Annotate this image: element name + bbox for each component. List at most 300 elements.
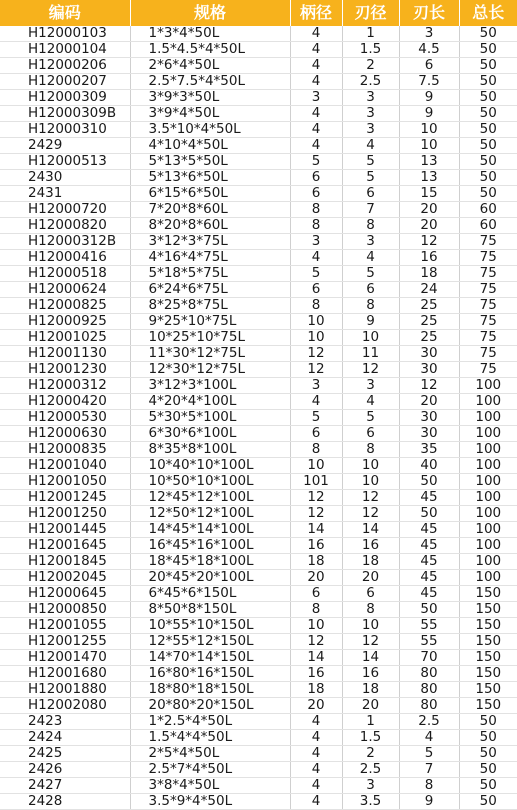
cell-spec: 1*2.5*4*50L bbox=[130, 714, 290, 730]
table-row bbox=[0, 522, 517, 538]
cell-blade-diameter: 2 bbox=[342, 746, 399, 762]
table-row bbox=[0, 794, 517, 810]
table-row bbox=[0, 762, 517, 778]
cell-blade-diameter: 5 bbox=[342, 154, 399, 170]
table-row bbox=[0, 714, 517, 730]
cell-code: H12000310 bbox=[0, 122, 130, 138]
table-row bbox=[0, 426, 517, 442]
cell-blade-diameter: 12 bbox=[342, 506, 399, 522]
cell-code: H12001025 bbox=[0, 330, 130, 346]
cell-blade-length: 6 bbox=[399, 58, 459, 74]
table-row bbox=[0, 394, 517, 410]
cell-spec: 9*25*10*75L bbox=[130, 314, 290, 330]
table-row bbox=[0, 778, 517, 794]
cell-total-length: 150 bbox=[459, 586, 517, 602]
cell-blade-length: 20 bbox=[399, 394, 459, 410]
table-row bbox=[0, 202, 517, 218]
cell-blade-length: 55 bbox=[399, 618, 459, 634]
cell-blade-diameter: 3.5 bbox=[342, 794, 399, 810]
cell-blade-length: 5 bbox=[399, 746, 459, 762]
cell-blade-diameter: 10 bbox=[342, 458, 399, 474]
cell-code: H12000820 bbox=[0, 218, 130, 234]
cell-blade-length: 24 bbox=[399, 282, 459, 298]
table-row bbox=[0, 410, 517, 426]
cell-spec: 10*25*10*75L bbox=[130, 330, 290, 346]
cell-total-length: 100 bbox=[459, 538, 517, 554]
cell-code: 2429 bbox=[0, 138, 130, 154]
cell-spec: 6*15*6*50L bbox=[130, 186, 290, 202]
cell-shank-diameter: 5 bbox=[290, 154, 342, 170]
cell-shank-diameter: 4 bbox=[290, 122, 342, 138]
cell-spec: 5*30*5*100L bbox=[130, 410, 290, 426]
cell-spec: 7*20*8*60L bbox=[130, 202, 290, 218]
cell-spec: 2*6*4*50L bbox=[130, 58, 290, 74]
cell-shank-diameter: 4 bbox=[290, 26, 342, 42]
table-row bbox=[0, 570, 517, 586]
cell-blade-length: 30 bbox=[399, 346, 459, 362]
cell-shank-diameter: 16 bbox=[290, 666, 342, 682]
cell-spec: 5*18*5*75L bbox=[130, 266, 290, 282]
cell-spec: 8*25*8*75L bbox=[130, 298, 290, 314]
cell-blade-length: 25 bbox=[399, 298, 459, 314]
cell-shank-diameter: 12 bbox=[290, 506, 342, 522]
cell-shank-diameter: 8 bbox=[290, 298, 342, 314]
table-row bbox=[0, 26, 517, 42]
cell-spec: 6*24*6*75L bbox=[130, 282, 290, 298]
cell-total-length: 100 bbox=[459, 458, 517, 474]
cell-spec: 8*50*8*150L bbox=[130, 602, 290, 618]
cell-spec: 8*20*8*60L bbox=[130, 218, 290, 234]
table-row bbox=[0, 362, 517, 378]
table-row bbox=[0, 90, 517, 106]
cell-blade-length: 25 bbox=[399, 314, 459, 330]
cell-total-length: 100 bbox=[459, 394, 517, 410]
cell-total-length: 75 bbox=[459, 298, 517, 314]
cell-blade-length: 25 bbox=[399, 330, 459, 346]
cell-spec: 5*13*5*50L bbox=[130, 154, 290, 170]
cell-shank-diameter: 4 bbox=[290, 42, 342, 58]
cell-code: H12000835 bbox=[0, 442, 130, 458]
cell-blade-length: 45 bbox=[399, 554, 459, 570]
cell-code: 2424 bbox=[0, 730, 130, 746]
cell-blade-diameter: 2.5 bbox=[342, 74, 399, 90]
cell-spec: 3*9*3*50L bbox=[130, 90, 290, 106]
header-blade-length: 刃长 bbox=[399, 0, 459, 26]
cell-blade-diameter: 1.5 bbox=[342, 730, 399, 746]
table-row bbox=[0, 746, 517, 762]
cell-spec: 10*50*10*100L bbox=[130, 474, 290, 490]
cell-total-length: 100 bbox=[459, 442, 517, 458]
table-row bbox=[0, 138, 517, 154]
cell-blade-length: 45 bbox=[399, 538, 459, 554]
cell-shank-diameter: 4 bbox=[290, 746, 342, 762]
table-row bbox=[0, 122, 517, 138]
cell-blade-length: 30 bbox=[399, 362, 459, 378]
cell-shank-diameter: 10 bbox=[290, 330, 342, 346]
cell-code: 2426 bbox=[0, 762, 130, 778]
cell-blade-diameter: 6 bbox=[342, 282, 399, 298]
cell-spec: 12*30*12*75L bbox=[130, 362, 290, 378]
cell-blade-diameter: 12 bbox=[342, 490, 399, 506]
cell-total-length: 100 bbox=[459, 378, 517, 394]
cell-total-length: 150 bbox=[459, 682, 517, 698]
cell-blade-length: 16 bbox=[399, 250, 459, 266]
cell-blade-length: 45 bbox=[399, 490, 459, 506]
cell-blade-length: 7.5 bbox=[399, 74, 459, 90]
cell-blade-diameter: 1 bbox=[342, 714, 399, 730]
cell-blade-diameter: 11 bbox=[342, 346, 399, 362]
cell-spec: 11*30*12*75L bbox=[130, 346, 290, 362]
cell-code: H12000630 bbox=[0, 426, 130, 442]
cell-spec: 3.5*9*4*50L bbox=[130, 794, 290, 810]
cell-shank-diameter: 12 bbox=[290, 362, 342, 378]
cell-spec: 3*8*4*50L bbox=[130, 778, 290, 794]
table-row bbox=[0, 234, 517, 250]
cell-shank-diameter: 10 bbox=[290, 458, 342, 474]
header-shank-diameter: 柄径 bbox=[290, 0, 342, 26]
table-row bbox=[0, 42, 517, 58]
cell-spec: 10*40*10*100L bbox=[130, 458, 290, 474]
cell-code: H12000309B bbox=[0, 106, 130, 122]
cell-spec: 14*45*14*100L bbox=[130, 522, 290, 538]
cell-total-length: 50 bbox=[459, 42, 517, 58]
cell-spec: 3.5*10*4*50L bbox=[130, 122, 290, 138]
cell-spec: 4*16*4*75L bbox=[130, 250, 290, 266]
cell-total-length: 100 bbox=[459, 490, 517, 506]
cell-spec: 2.5*7*4*50L bbox=[130, 762, 290, 778]
cell-total-length: 50 bbox=[459, 26, 517, 42]
table-row bbox=[0, 282, 517, 298]
table-row bbox=[0, 506, 517, 522]
cell-code: H12001470 bbox=[0, 650, 130, 666]
cell-blade-diameter: 6 bbox=[342, 186, 399, 202]
cell-shank-diameter: 6 bbox=[290, 170, 342, 186]
cell-blade-length: 9 bbox=[399, 106, 459, 122]
cell-total-length: 50 bbox=[459, 186, 517, 202]
table-row bbox=[0, 314, 517, 330]
cell-code: H12001130 bbox=[0, 346, 130, 362]
cell-total-length: 150 bbox=[459, 650, 517, 666]
cell-total-length: 75 bbox=[459, 282, 517, 298]
cell-blade-diameter: 4 bbox=[342, 250, 399, 266]
cell-code: H12000207 bbox=[0, 74, 130, 90]
cell-shank-diameter: 18 bbox=[290, 682, 342, 698]
cell-blade-length: 8 bbox=[399, 778, 459, 794]
cell-blade-diameter: 18 bbox=[342, 554, 399, 570]
header-blade-diameter: 刃径 bbox=[342, 0, 399, 26]
cell-blade-length: 13 bbox=[399, 154, 459, 170]
cell-spec: 12*45*12*100L bbox=[130, 490, 290, 506]
cell-shank-diameter: 4 bbox=[290, 58, 342, 74]
cell-blade-length: 45 bbox=[399, 522, 459, 538]
cell-shank-diameter: 20 bbox=[290, 570, 342, 586]
cell-blade-diameter: 3 bbox=[342, 378, 399, 394]
cell-blade-diameter: 8 bbox=[342, 442, 399, 458]
cell-shank-diameter: 3 bbox=[290, 378, 342, 394]
cell-blade-diameter: 1 bbox=[342, 26, 399, 42]
cell-code: H12001055 bbox=[0, 618, 130, 634]
table-header bbox=[0, 0, 517, 26]
table-row bbox=[0, 730, 517, 746]
cell-blade-diameter: 14 bbox=[342, 650, 399, 666]
cell-shank-diameter: 4 bbox=[290, 138, 342, 154]
cell-blade-length: 12 bbox=[399, 378, 459, 394]
cell-blade-length: 10 bbox=[399, 122, 459, 138]
cell-blade-diameter: 3 bbox=[342, 122, 399, 138]
cell-code: H12000206 bbox=[0, 58, 130, 74]
cell-shank-diameter: 12 bbox=[290, 634, 342, 650]
cell-total-length: 150 bbox=[459, 618, 517, 634]
cell-code: H12001255 bbox=[0, 634, 130, 650]
table-row bbox=[0, 474, 517, 490]
table-row bbox=[0, 218, 517, 234]
cell-spec: 6*30*6*100L bbox=[130, 426, 290, 442]
cell-blade-length: 50 bbox=[399, 506, 459, 522]
cell-blade-diameter: 14 bbox=[342, 522, 399, 538]
cell-blade-length: 30 bbox=[399, 410, 459, 426]
header-total-length: 总长 bbox=[472, 3, 505, 22]
cell-total-length: 150 bbox=[459, 602, 517, 618]
table-row bbox=[0, 250, 517, 266]
cell-blade-length: 10 bbox=[399, 138, 459, 154]
cell-spec: 18*80*18*150L bbox=[130, 682, 290, 698]
cell-blade-diameter: 5 bbox=[342, 170, 399, 186]
cell-blade-length: 18 bbox=[399, 266, 459, 282]
cell-total-length: 75 bbox=[459, 362, 517, 378]
cell-blade-diameter: 3 bbox=[342, 90, 399, 106]
cell-blade-diameter: 5 bbox=[342, 410, 399, 426]
cell-spec: 1.5*4*4*50L bbox=[130, 730, 290, 746]
cell-total-length: 150 bbox=[459, 634, 517, 650]
cell-total-length: 100 bbox=[459, 506, 517, 522]
cell-blade-length: 12 bbox=[399, 234, 459, 250]
cell-shank-diameter: 8 bbox=[290, 442, 342, 458]
cell-code: 2430 bbox=[0, 170, 130, 186]
cell-spec: 4*20*4*100L bbox=[130, 394, 290, 410]
cell-blade-diameter: 8 bbox=[342, 298, 399, 314]
cell-code: H12000420 bbox=[0, 394, 130, 410]
cell-spec: 1.5*4.5*4*50L bbox=[130, 42, 290, 58]
cell-code: H12002080 bbox=[0, 698, 130, 714]
cell-code: H12001250 bbox=[0, 506, 130, 522]
cell-total-length: 100 bbox=[459, 570, 517, 586]
cell-blade-diameter: 4 bbox=[342, 394, 399, 410]
cell-total-length: 75 bbox=[459, 346, 517, 362]
cell-code: H12001445 bbox=[0, 522, 130, 538]
table-row bbox=[0, 186, 517, 202]
cell-total-length: 50 bbox=[459, 730, 517, 746]
table-row bbox=[0, 154, 517, 170]
table-row bbox=[0, 74, 517, 90]
cell-blade-length: 50 bbox=[399, 602, 459, 618]
cell-total-length: 50 bbox=[459, 794, 517, 810]
cell-blade-length: 70 bbox=[399, 650, 459, 666]
cell-blade-diameter: 5 bbox=[342, 266, 399, 282]
cell-shank-diameter: 3 bbox=[290, 234, 342, 250]
cell-blade-length: 9 bbox=[399, 90, 459, 106]
header-code: 编码 bbox=[0, 0, 130, 26]
cell-blade-diameter: 2 bbox=[342, 58, 399, 74]
cell-blade-diameter: 1.5 bbox=[342, 42, 399, 58]
cell-code: H12000518 bbox=[0, 266, 130, 282]
cell-spec: 16*45*16*100L bbox=[130, 538, 290, 554]
cell-blade-diameter: 7 bbox=[342, 202, 399, 218]
cell-code: 2425 bbox=[0, 746, 130, 762]
cell-shank-diameter: 5 bbox=[290, 410, 342, 426]
cell-total-length: 75 bbox=[459, 314, 517, 330]
cell-total-length: 75 bbox=[459, 250, 517, 266]
cell-spec: 20*45*20*100L bbox=[130, 570, 290, 586]
cell-total-length: 100 bbox=[459, 474, 517, 490]
cell-total-length: 100 bbox=[459, 522, 517, 538]
cell-blade-diameter: 3 bbox=[342, 106, 399, 122]
table-row bbox=[0, 554, 517, 570]
cell-blade-length: 30 bbox=[399, 426, 459, 442]
cell-shank-diameter: 4 bbox=[290, 762, 342, 778]
cell-total-length: 100 bbox=[459, 426, 517, 442]
cell-code: H12002045 bbox=[0, 570, 130, 586]
cell-spec: 5*13*6*50L bbox=[130, 170, 290, 186]
cell-spec: 8*35*8*100L bbox=[130, 442, 290, 458]
cell-total-length: 50 bbox=[459, 714, 517, 730]
cell-code: H12000624 bbox=[0, 282, 130, 298]
cell-spec: 1*3*4*50L bbox=[130, 26, 290, 42]
cell-blade-diameter: 20 bbox=[342, 570, 399, 586]
cell-shank-diameter: 6 bbox=[290, 282, 342, 298]
table-row bbox=[0, 618, 517, 634]
cell-code: H12000104 bbox=[0, 42, 130, 58]
cell-total-length: 50 bbox=[459, 106, 517, 122]
cell-shank-diameter: 6 bbox=[290, 186, 342, 202]
cell-shank-diameter: 14 bbox=[290, 522, 342, 538]
cell-blade-length: 15 bbox=[399, 186, 459, 202]
cell-shank-diameter: 14 bbox=[290, 650, 342, 666]
cell-code: H12000530 bbox=[0, 410, 130, 426]
cell-total-length: 50 bbox=[459, 74, 517, 90]
cell-blade-length: 9 bbox=[399, 794, 459, 810]
table-row bbox=[0, 538, 517, 554]
cell-blade-length: 80 bbox=[399, 682, 459, 698]
cell-spec: 20*80*20*150L bbox=[130, 698, 290, 714]
header-spec: 规格 bbox=[130, 0, 290, 26]
cell-code: H12001230 bbox=[0, 362, 130, 378]
cell-blade-length: 80 bbox=[399, 666, 459, 682]
cell-blade-diameter: 20 bbox=[342, 698, 399, 714]
table-row bbox=[0, 634, 517, 650]
cell-blade-length: 7 bbox=[399, 762, 459, 778]
cell-total-length: 75 bbox=[459, 234, 517, 250]
table-row bbox=[0, 666, 517, 682]
cell-blade-length: 40 bbox=[399, 458, 459, 474]
table-row bbox=[0, 442, 517, 458]
cell-blade-diameter: 6 bbox=[342, 586, 399, 602]
cell-code: 2423 bbox=[0, 714, 130, 730]
cell-blade-length: 2.5 bbox=[399, 714, 459, 730]
header-row bbox=[0, 0, 517, 26]
cell-blade-diameter: 8 bbox=[342, 218, 399, 234]
cell-spec: 14*70*14*150L bbox=[130, 650, 290, 666]
cell-shank-diameter: 12 bbox=[290, 346, 342, 362]
cell-spec: 16*80*16*150L bbox=[130, 666, 290, 682]
cell-total-length: 50 bbox=[459, 90, 517, 106]
cell-code: H12001050 bbox=[0, 474, 130, 490]
cell-code: 2428 bbox=[0, 794, 130, 810]
cell-spec: 3*12*3*75L bbox=[130, 234, 290, 250]
cell-spec: 12*55*12*150L bbox=[130, 634, 290, 650]
cell-shank-diameter: 4 bbox=[290, 794, 342, 810]
table-row bbox=[0, 330, 517, 346]
cell-code: H12000309 bbox=[0, 90, 130, 106]
cell-total-length: 60 bbox=[459, 218, 517, 234]
cell-spec: 18*45*18*100L bbox=[130, 554, 290, 570]
cell-code: H12001245 bbox=[0, 490, 130, 506]
cell-total-length: 50 bbox=[459, 746, 517, 762]
table-row bbox=[0, 58, 517, 74]
cell-total-length: 75 bbox=[459, 266, 517, 282]
cell-code: 2431 bbox=[0, 186, 130, 202]
cell-code: H12000645 bbox=[0, 586, 130, 602]
cell-shank-diameter: 16 bbox=[290, 538, 342, 554]
cell-blade-length: 4.5 bbox=[399, 42, 459, 58]
table-row bbox=[0, 490, 517, 506]
cell-blade-diameter: 8 bbox=[342, 602, 399, 618]
cell-total-length: 60 bbox=[459, 202, 517, 218]
cell-code: H12000312 bbox=[0, 378, 130, 394]
cell-code: H12000925 bbox=[0, 314, 130, 330]
cell-blade-length: 20 bbox=[399, 218, 459, 234]
table-row bbox=[0, 378, 517, 394]
cell-total-length: 50 bbox=[459, 778, 517, 794]
table-row bbox=[0, 346, 517, 362]
table-row bbox=[0, 266, 517, 282]
cell-shank-diameter: 5 bbox=[290, 266, 342, 282]
table-row bbox=[0, 602, 517, 618]
cell-code: H12000103 bbox=[0, 26, 130, 42]
cell-blade-length: 80 bbox=[399, 698, 459, 714]
cell-blade-diameter: 10 bbox=[342, 474, 399, 490]
cell-shank-diameter: 6 bbox=[290, 426, 342, 442]
cell-shank-diameter: 4 bbox=[290, 250, 342, 266]
cell-blade-length: 55 bbox=[399, 634, 459, 650]
cell-total-length: 100 bbox=[459, 554, 517, 570]
cell-blade-length: 45 bbox=[399, 586, 459, 602]
cell-blade-diameter: 9 bbox=[342, 314, 399, 330]
cell-blade-diameter: 16 bbox=[342, 538, 399, 554]
table-row bbox=[0, 586, 517, 602]
cell-total-length: 150 bbox=[459, 698, 517, 714]
cell-total-length: 100 bbox=[459, 410, 517, 426]
cell-shank-diameter: 18 bbox=[290, 554, 342, 570]
cell-code: H12001040 bbox=[0, 458, 130, 474]
table-row bbox=[0, 650, 517, 666]
cell-spec: 3*9*4*50L bbox=[130, 106, 290, 122]
cell-shank-diameter: 4 bbox=[290, 714, 342, 730]
cell-code: 2427 bbox=[0, 778, 130, 794]
cell-blade-length: 13 bbox=[399, 170, 459, 186]
cell-shank-diameter: 4 bbox=[290, 394, 342, 410]
cell-code: H12001880 bbox=[0, 682, 130, 698]
table-row bbox=[0, 298, 517, 314]
cell-code: H12001845 bbox=[0, 554, 130, 570]
cell-blade-diameter: 12 bbox=[342, 362, 399, 378]
cell-blade-diameter: 6 bbox=[342, 426, 399, 442]
cell-code: H12001645 bbox=[0, 538, 130, 554]
cell-blade-length: 50 bbox=[399, 474, 459, 490]
cell-shank-diameter: 6 bbox=[290, 586, 342, 602]
table-row bbox=[0, 698, 517, 714]
cell-blade-diameter: 4 bbox=[342, 138, 399, 154]
cell-total-length: 75 bbox=[459, 330, 517, 346]
